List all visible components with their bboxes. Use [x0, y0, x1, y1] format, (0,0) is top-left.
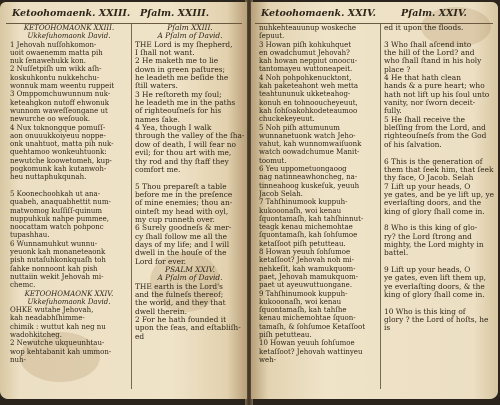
text-line: KETOOHOMAONK XXIII. [23, 24, 115, 32]
right-page [251, 2, 498, 399]
text-line: nag natinneawhoncheg, na- [259, 173, 358, 182]
text-line: teahtununuk ukketeahog- [259, 90, 351, 99]
text-line: OHKE wutahe Jehovah, [10, 306, 94, 315]
text-line: nuppuhkuk nahpe pummee, [10, 214, 110, 223]
text-line: Ukkeſuhomaonk David. [27, 32, 111, 41]
text-line: 6 This is the generation of [384, 156, 483, 166]
text-line: and the fulneſs thereof; [135, 290, 224, 299]
text-line: bleſſing from the Lord, and [384, 123, 486, 133]
text-line [10, 182, 128, 190]
text-line: 6 Yeu uppometuongaoog [259, 165, 347, 174]
text-line: through the valley of the ſha- [135, 131, 245, 141]
text-line: Jacob Selah. [259, 189, 303, 198]
text-line: ſquontamaſh, kah tahſhinnut- [259, 214, 364, 223]
text-line: nehkeſit, kah wamukquom- [259, 264, 356, 273]
text-line: evil; for thou art with me, [135, 148, 232, 158]
text-line: 3 Omppomchuwunnum nuk- [10, 90, 111, 99]
text-line: 4 Noh pohpohkenucktont, [259, 73, 352, 82]
text-line: 5 Thou prepareſt a table [135, 181, 227, 191]
text-line: them that ſeek him, that ſeek [384, 164, 494, 174]
text-line: nuh- [10, 355, 26, 364]
text-line: ſquontamaſh, kah ſohſumoe [259, 231, 358, 240]
text-line: 5 He ſhall receive the [384, 114, 465, 124]
text-line: hands & a pure heart; who [384, 81, 485, 91]
text-line: of righteouſneſs for his [135, 106, 222, 116]
text-line: pogkomunk kah kutanwoh- [10, 165, 107, 174]
text-line: tupashhau. [10, 231, 50, 240]
text-line: 6 Wunnamuhkut wunnu- [10, 239, 98, 248]
text-line: ed [135, 331, 145, 341]
text-line: 3 Who ſhall aſcend into [384, 39, 472, 49]
text-line: chuckekeyeuut. [259, 115, 315, 124]
text-line: nuttaiin wekit Jehovah mi- [10, 272, 104, 281]
text-line: ketaſſoot? Jehovah noh mi- [259, 256, 355, 265]
text-line: koskuhkontu nukkehchu- [10, 73, 100, 82]
text-line: down in green paſtures; [135, 64, 226, 74]
text-line: A Pſalm of David. [157, 31, 223, 41]
text-line: ed it upon the floods. [384, 24, 464, 32]
text-line: 2 Newutche ukqueunhtau- [10, 339, 105, 348]
text-line: wunnanetuonk watch Jeho- [259, 131, 356, 140]
text-line: PSALM XXIV. [164, 264, 216, 274]
text-line: tamaſh, & ſohſumoe Ketaſſoot [259, 322, 366, 331]
text-line: THE earth is the Lord's [135, 281, 223, 291]
text-line: 9 Tahſhinumook kuppuh- [259, 289, 348, 298]
text-line: newutche koowetomeh, kup- [10, 156, 112, 165]
text-line: heu nuttaphukqunah. [10, 173, 87, 182]
text-line: ſtill waters. [135, 81, 178, 91]
text-line: thy rod and thy ſtaff they [135, 156, 229, 166]
text-line: kenau michemohtae ſquon- [259, 314, 356, 323]
text-line: noocattam watch pohponc [10, 223, 104, 232]
text-line: place ? [384, 64, 411, 74]
text-line: wunnom waweſſeongane ut [10, 106, 108, 115]
text-line: paet ut ayeuwuttuongane. [259, 281, 353, 290]
text-line: wadohkitcheg. [10, 330, 62, 339]
text-line: 5 Noh piſh attumunum [259, 123, 340, 132]
text-line: 3 He reſtoreth my ſoul; [135, 89, 222, 99]
text-line: yeuonk kah monaneteaonk [10, 248, 106, 257]
english-column [384, 24, 496, 393]
text-line: THE Lord is my ſhepherd, [135, 39, 233, 49]
text-line: ſepuut. [259, 32, 285, 41]
text-line: 7 Lift up your heads, O [384, 181, 471, 191]
text-line: thy face, O Jacob. Selah [384, 173, 474, 183]
massachusett-column [10, 24, 128, 393]
text-line: king of glory ſhall come in. [384, 206, 485, 216]
text-line: 4 He that hath clean [384, 73, 461, 83]
text-line: pish nutaſuhkonkquaſh toh [10, 256, 106, 265]
text-line: tantomayeu wuttoneapeit. [259, 65, 353, 74]
text-line: 10 Howan yeuuh ſohſumoe [259, 339, 355, 348]
text-line: glory ? the Lord of hoſts, he [384, 315, 489, 325]
english-column [135, 24, 245, 393]
text-line: watch oowadchumue Manit- [259, 148, 360, 157]
text-line: 1 Jehovah nuſſohkomon- [10, 40, 97, 49]
text-line: Ukkeſuhomaonk David. [27, 297, 111, 306]
text-line: upon the ſeas, and eſtabliſh- [135, 323, 241, 333]
text-line: kah ſohſoakohkodeteaumoo [259, 106, 358, 115]
text-line: 2 For he hath founded it [135, 315, 227, 325]
text-line: of mine enemies; thou an- [135, 198, 233, 208]
text-line: weh- [259, 355, 277, 364]
text-line: he leadeth me in the paths [135, 98, 236, 108]
text-line: 8 Who is this king of glo- [384, 223, 478, 233]
text-line: 3 Howan piſh kohkuhquet [259, 40, 352, 49]
right-page-running-head-english: Pſalm. XXIV. [401, 8, 467, 19]
text-line: 2 Nuſſetpiſh um wikk aſh- [10, 65, 102, 74]
text-line: ſahke nonnoont kah pish [10, 264, 98, 273]
text-line: he leadeth me beſide the [135, 73, 229, 83]
text-line: righteouſneſs from the God [384, 131, 487, 141]
column-divider [380, 24, 381, 389]
left-page-running-head-english: Pſalm. XXIII. [140, 8, 210, 19]
massachusett-column [259, 24, 377, 393]
text-line: kah paketeahont weh metta [259, 82, 359, 91]
text-line: names ſake. [135, 114, 181, 124]
text-line: kukooonaſh, woi kenau [259, 297, 342, 306]
text-line: ſquontamaſh, kah tahſhe [259, 306, 347, 315]
text-line: I ſhall not want. [135, 48, 195, 58]
text-line: 2 He maketh me to lie [135, 56, 219, 66]
text-line: ry? the Lord ſtrong and [384, 231, 472, 241]
text-line: konuh en tohnooucheyeuut, [259, 98, 358, 107]
text-line: KETOOHOMAONK XXIV. [24, 289, 114, 298]
text-line: vanity, nor ſworn deceit- [384, 98, 476, 108]
text-line: A Pſalm of David. [157, 273, 223, 283]
text-line: keteahgkon nutoff ehwonuk [10, 98, 110, 107]
text-line: en owadchumut Jehovah? [259, 48, 350, 57]
text-line: king of glory ſhall come in. [384, 290, 485, 299]
text-line: ye everlaſting doors, & the [384, 281, 485, 291]
text-line: 4 Yea, though I walk [135, 123, 212, 133]
text-line: vahut, kah wunnomwaiſuonk [259, 140, 362, 149]
text-line: ketaſſoot? Jehovah wattinyeu [259, 347, 363, 356]
text-line: nuhkehteauunup woskeche [259, 24, 357, 32]
left-page [0, 2, 247, 399]
text-line: ye gates, and be ye lift up, ye [384, 189, 494, 199]
text-line: dow of death, I will fear no [135, 139, 236, 149]
text-line: aon onuuukkoiyeuu noppe- [10, 131, 106, 140]
text-line: quabeh, anaquabhettit num- [10, 198, 111, 207]
text-line: 9 Lift up your heads, O [384, 264, 471, 274]
text-line: matwomog kuſſiſſ-quinum [10, 206, 102, 215]
text-line: paet, Jehovah mamukquom- [259, 272, 358, 281]
text-line: dwell in the houſe of the [135, 248, 227, 258]
text-line: ketaſſoot piſh petutteau. [259, 239, 346, 248]
text-line: kukooonaſh, woi kenau [259, 206, 342, 215]
text-line: 7 Tahſhinumook kuppuh- [259, 198, 348, 207]
text-line: the hill of the Lord? and [384, 48, 475, 58]
column-divider [131, 24, 132, 389]
left-page-running-head-massachusett: Ketoohomaenk. XXIII. [12, 8, 131, 19]
right-page-running-head-massachusett: Ketoohomaenk. XXIV. [261, 8, 376, 19]
text-line: 4 Nux toknongque pomuſſ- [10, 123, 106, 132]
text-line: kah howan neppiut onoocu- [259, 57, 358, 66]
text-line: before me in the preſence [135, 189, 233, 199]
text-line: chimik : wuttut kah neg nu [10, 322, 106, 331]
text-line: Lord for ever. [135, 256, 187, 266]
text-line: nuk ſenawehukk kon. [10, 57, 86, 66]
text-line: piſh petutteau. [259, 330, 312, 339]
text-line: battel. [384, 248, 409, 258]
text-line: my cup runneth over. [135, 214, 215, 224]
text-line: wonnuk mam weentu ruppeit [10, 82, 115, 91]
text-line: teagk kenau michemohtae [259, 223, 353, 232]
text-line: mighty, the Lord mighty in [384, 239, 484, 249]
text-line: 10 Who is this king of [384, 306, 466, 316]
text-line: hath not lift up his ſoul unto [384, 89, 490, 99]
text-line: quehtamoo wonkeuhtuonk: [10, 148, 107, 157]
text-line: ye gates, even lift them up, [384, 273, 486, 283]
text-line: ointeſt my head with oyl, [135, 206, 229, 216]
text-line: onk unahtuot, matta pih nuk- [10, 140, 114, 149]
text-line: chemc. [10, 281, 36, 290]
text-line: cy ſhall follow me all the [135, 231, 227, 241]
text-line: comfort me. [135, 164, 181, 174]
text-line: who ſhall ſtand in his holy [384, 56, 482, 66]
text-line: toomut. [259, 156, 287, 165]
text-line: is [384, 323, 391, 333]
text-line: wop kehtabanit kah ummon- [10, 347, 112, 356]
text-line: kah neadabhſhimme- [10, 314, 85, 323]
text-line: dwell therein. [135, 306, 187, 316]
text-line: tinneahoog kuskeſuk, yeuuh [259, 181, 360, 190]
text-line: 8 Howan yeuuh ſohſumoe [259, 248, 351, 257]
text-line: everlaſting doors, and the [384, 198, 482, 208]
text-line: fully. [384, 106, 402, 116]
text-line: of his ſalvation. [384, 139, 442, 149]
text-line: 6 Surely goodneſs & mer- [135, 223, 232, 233]
text-line: 5 Koonechoohkah ut ana- [10, 189, 101, 198]
text-line: days of my life; and I will [135, 239, 230, 249]
text-line: Pſalm XXIII. [167, 24, 213, 32]
text-line: uoit owaenemm matta pih [10, 48, 103, 57]
text-line: the world, and they that [135, 298, 226, 308]
text-line: newurche oo weſouok. [10, 115, 91, 124]
